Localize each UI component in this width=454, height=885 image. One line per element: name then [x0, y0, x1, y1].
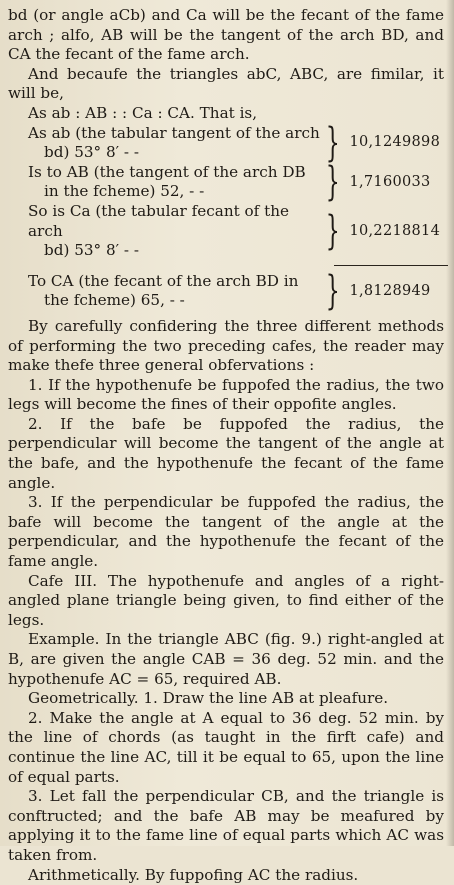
observation-1: 1. If the hypothenufe be fuppofed the radius, the two legs will become the fines of their oppofite angles.	[8, 375, 444, 414]
paragraph-secant-arch: bd (or angle aCb) and Ca will be the fecant of the fame arch ; alfo, AB will be the tangent of the arch BD, and CA the fecant of the fame arch.	[8, 6, 444, 64]
proportion-row-3	[8, 202, 444, 261]
result-line-1: To CA (the fecant of the arch BD in	[28, 271, 299, 290]
example-paragraph: Example. In the triangle ABC (fig. 9.) right-angled at B, are given the angle CAB = 36 deg. 52 min. and the hypothenufe AC = 65, required AB.	[8, 630, 444, 688]
paragraph-similar-triangles: And becaufe the triangles abC, ABC, are fimilar, it will be,	[8, 64, 444, 103]
row-3-value: 10,2218814	[349, 222, 441, 239]
brace-icon: }	[325, 159, 340, 206]
brace-icon: }	[325, 120, 340, 167]
page-edge-shadow	[446, 0, 454, 846]
geometric-step-2: 2. Make the angle at A equal to 36 deg. 52 min. by the line of chords (as taught in the firft cafe) and continue the line AC, till it be equal to 65, upon the line of equal parts.	[8, 708, 444, 786]
row-3-line-1: So is Ca (the tabular fecant of the arch	[28, 201, 289, 240]
row-1-value: 10,1249898	[349, 134, 441, 151]
geometric-step-1: Geometrically. 1. Draw the line AB at pleafure.	[28, 689, 389, 708]
row-2-value: 1,7160033	[349, 173, 431, 190]
geometric-step-3: 3. Let fall the perpendicular CB, and the triangle is conftructed; and the bafe AB may be meafured by applying it to the fame line of equal parts which AC was taken from.	[8, 787, 444, 864]
case-3-heading: Cafe III. The hypothenufe and angles of a right-angled plane triangle being given, to find either of the legs.	[8, 571, 444, 629]
arithmetic-paragraph: Arithmetically. By fuppofing AC the radius.	[28, 865, 359, 884]
row-1-line-2: bd) 53° 8′ - -	[44, 143, 139, 162]
row-2-line-2: in the fcheme) 52, - -	[44, 182, 205, 201]
brace-icon: }	[325, 208, 340, 255]
row-1-line-1: As ab (the tabular tangent of the arch	[28, 123, 320, 142]
result-line-2: the fcheme) 65, - -	[44, 291, 185, 310]
observation-3: 3. If the perpendicular be fuppofed the radius, the bafe will become the tangent of the angle at the perpendicular, and the hypothenufe the fecant of the fame angle.	[8, 493, 444, 571]
proportion-row-2	[8, 159, 444, 206]
proportion-row-1	[8, 120, 444, 167]
brace-icon: }	[325, 268, 340, 315]
paragraph-observations-intro: By carefully confidering the three different methods of performing the two preceding cafes, the reader may make thefe three general obfervations :	[8, 316, 444, 375]
result-value: 1,8128949	[349, 282, 431, 299]
sum-rule	[334, 265, 448, 266]
proportion-result-row	[8, 268, 444, 315]
row-2-line-1: Is to AB (the tangent of the arch DB	[28, 162, 306, 181]
observation-2: 2. If the bafe be fuppofed the radius, the perpendicular will become the tangent of the angle at the bafe, and the hypothenufe the fecant of the fame angle.	[8, 414, 444, 492]
row-3-line-2: bd) 53° 8′ - -	[44, 241, 139, 260]
proportion-intro: As ab : AB : : Ca : CA. That is,	[28, 103, 258, 122]
